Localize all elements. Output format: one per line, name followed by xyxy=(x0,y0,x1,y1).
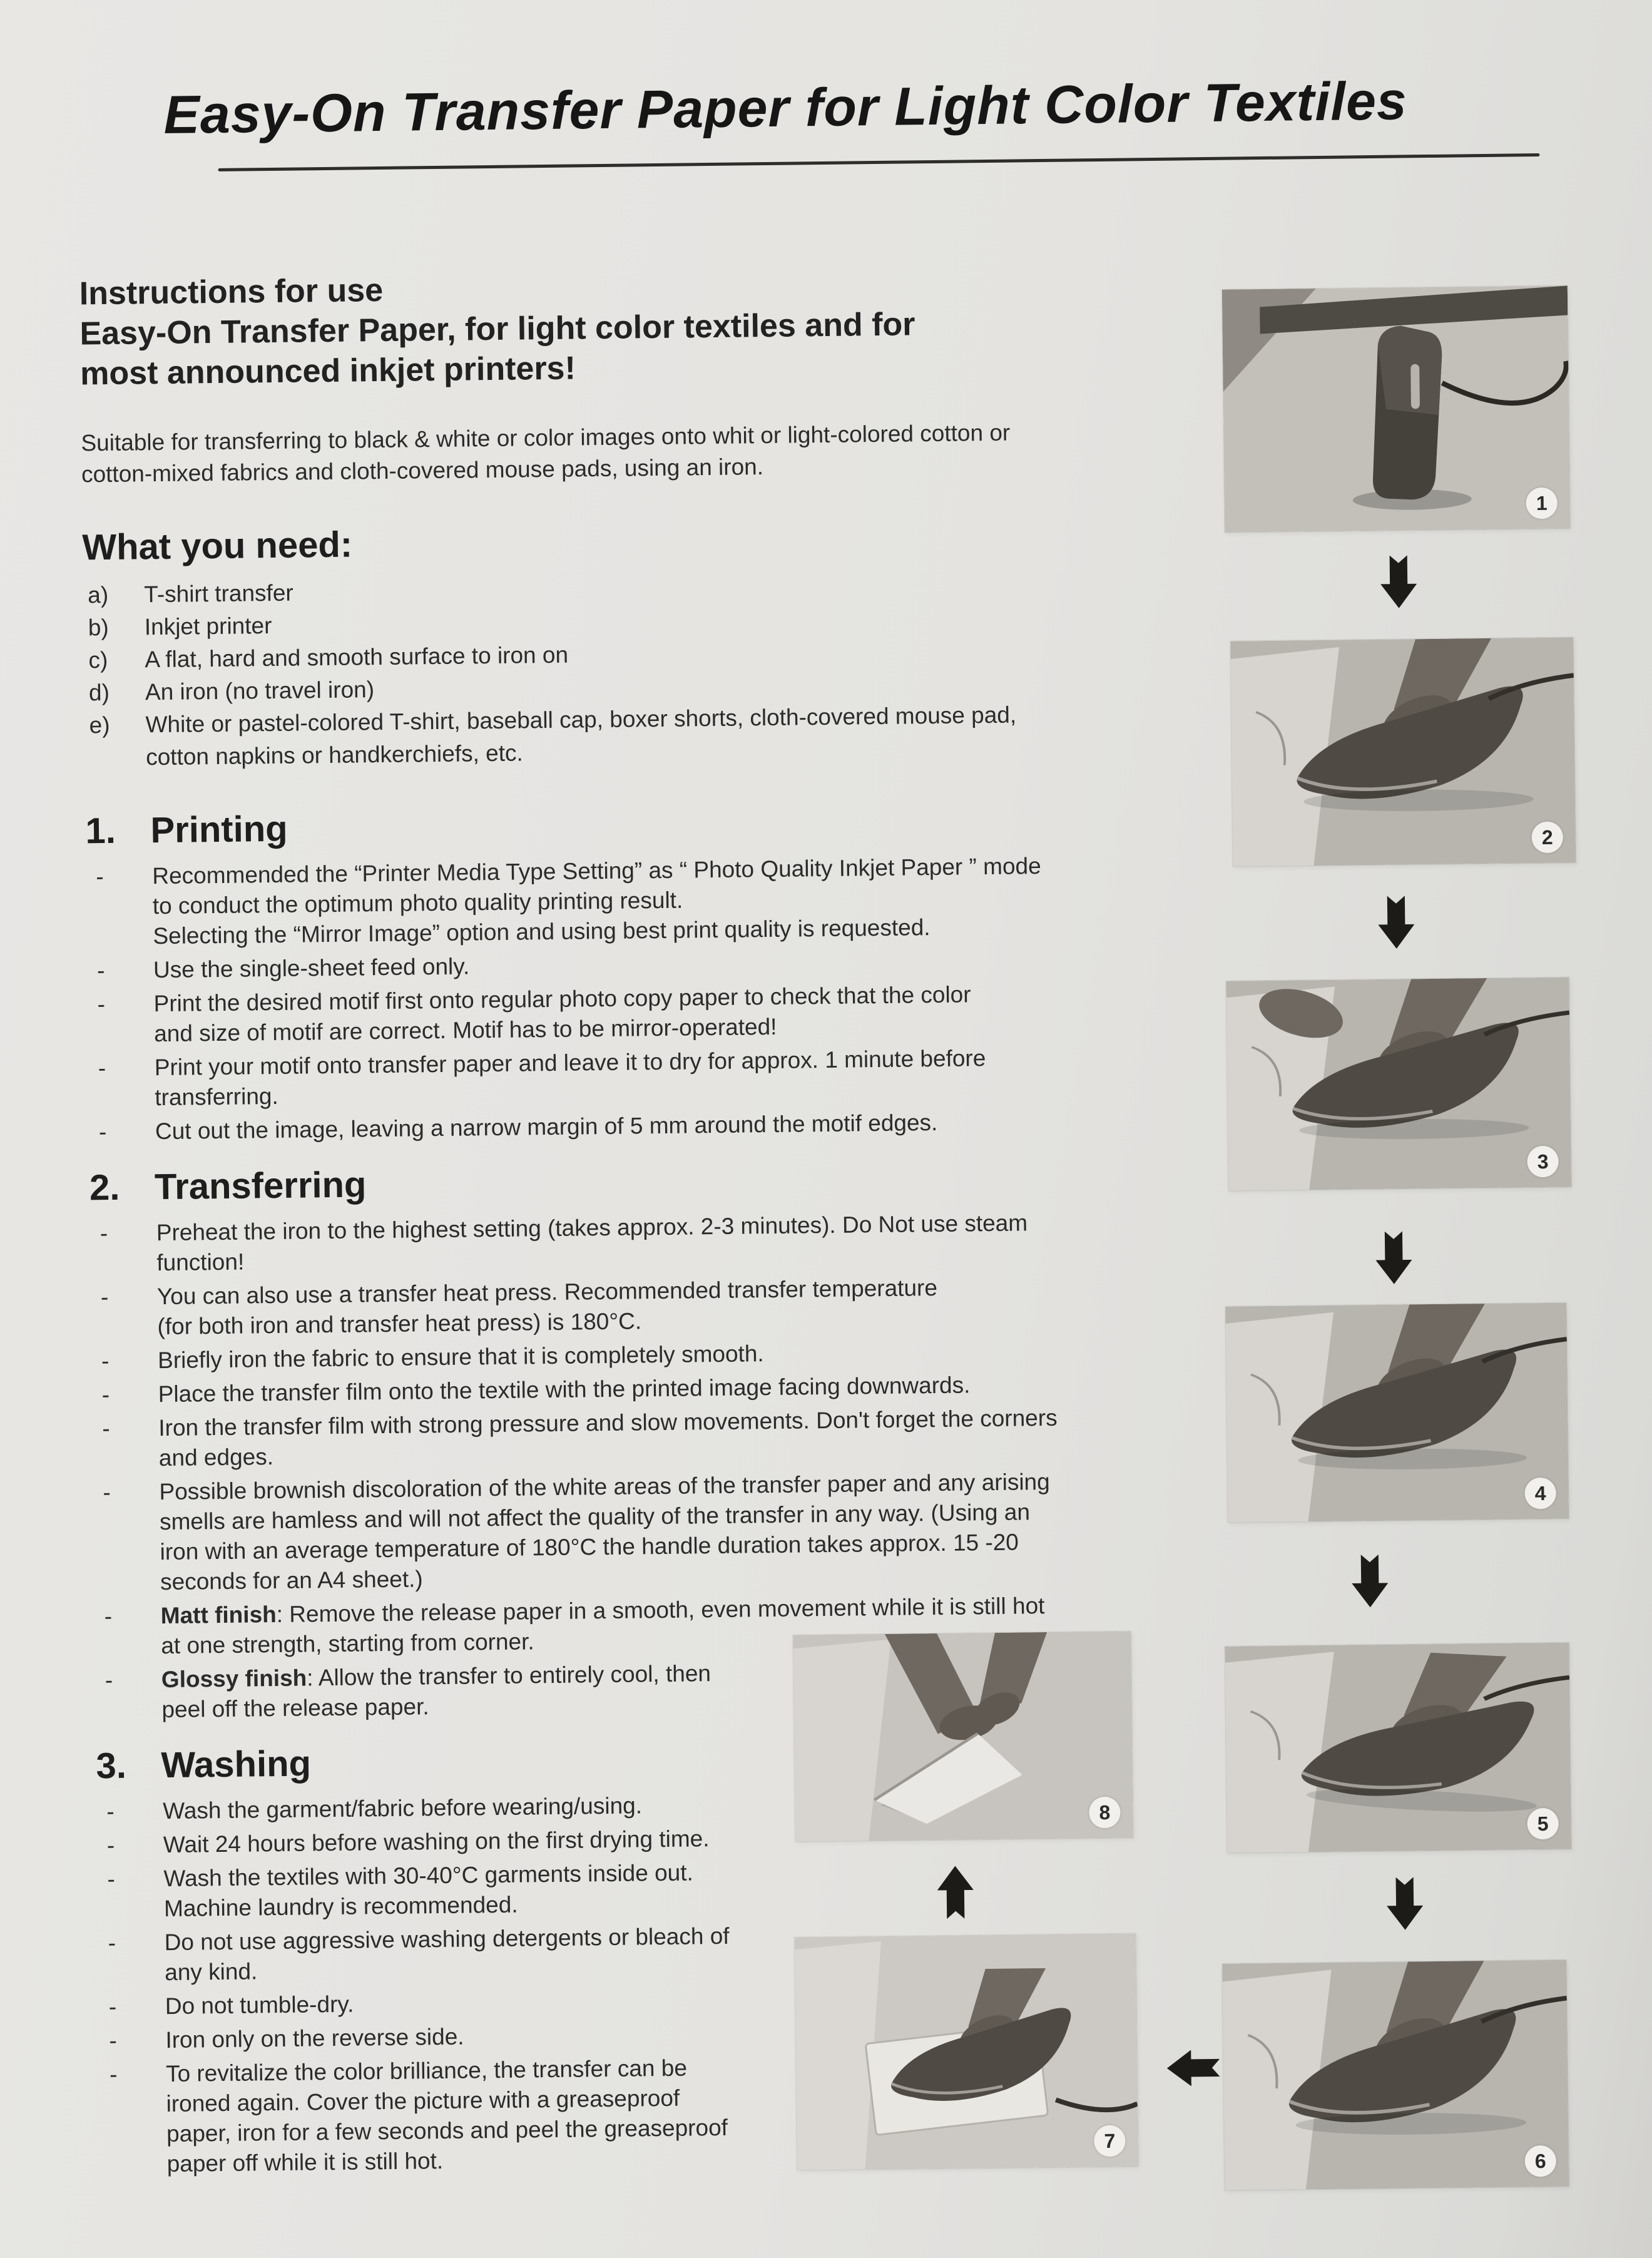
bullet-dash: - xyxy=(102,1416,110,1442)
bullet-dash: - xyxy=(109,2027,118,2054)
bullet-dash: - xyxy=(108,1993,117,2020)
arrow-left-icon xyxy=(1166,2050,1221,2087)
iron-pressing-fabric-photo xyxy=(1222,1960,1569,2190)
bullet-line: Preheat the iron to the highest setting (takes approx. 2-3 minutes). Do Not use steam xyxy=(156,1210,1028,1246)
arrow-down-icon xyxy=(1352,1553,1389,1609)
figure-badge: 5 xyxy=(1527,1808,1559,1840)
bullet-line: Do not use aggressive washing detergents or bleach of xyxy=(164,1923,730,1956)
intro-heading-line: Instructions for use xyxy=(79,272,384,312)
figure-badge: 2 xyxy=(1532,822,1564,854)
figure-badge: 4 xyxy=(1524,1478,1556,1510)
bullet-line: Print the desired motif first onto regular photo copy paper to check that the color xyxy=(153,981,971,1017)
bullet-dash: - xyxy=(101,1382,110,1408)
bullet-dash: - xyxy=(96,958,105,984)
bullet-dash: - xyxy=(109,2061,118,2088)
bullet-line: You can also use a transfer heat press. Recommended transfer temperature xyxy=(156,1274,938,1310)
arrow-down-icon xyxy=(1380,554,1417,610)
list-item-line: T-shirt transfer xyxy=(144,580,293,608)
bullet-line: to conduct the optimum photo quality printing result. xyxy=(152,887,683,919)
bullet-line: Wash the textiles with 30-40°C garments inside out. xyxy=(163,1859,694,1892)
iron-pressing-fabric-photo xyxy=(1226,978,1571,1191)
list-item-line: An iron (no travel iron) xyxy=(145,677,375,705)
bullet-dash: - xyxy=(106,1832,115,1859)
bullet-line: and size of motif are correct. Motif has to be mirror-operated! xyxy=(153,1013,777,1047)
figure-badge: 6 xyxy=(1525,2145,1557,2177)
arrow-down-icon xyxy=(1378,894,1415,950)
page-title: Easy-On Transfer Paper for Light Color Textiles xyxy=(163,71,1408,145)
list-item-marker: d) xyxy=(88,679,110,706)
bullet-dash: - xyxy=(98,1055,106,1081)
bullet-line: Recommended the “Printer Media Type Setting” as “ Photo Quality Inkjet Paper ” mode xyxy=(152,853,1041,889)
arrow-down-icon xyxy=(1375,1230,1412,1285)
list-item-marker: b) xyxy=(88,614,109,641)
section-title: Washing xyxy=(161,1743,312,1786)
list-item-line: A flat, hard and smooth surface to iron on xyxy=(145,641,569,673)
iron-pressing-fabric-photo xyxy=(1230,637,1576,866)
bullet-line: ironed again. Cover the picture with a greaseproof xyxy=(166,2085,680,2117)
bullet-line: Iron the transfer film with strong pressure and slow movements. Don't forget the corners xyxy=(158,1404,1058,1441)
bullet-line: and edges. xyxy=(158,1444,274,1471)
bullet-line: any kind. xyxy=(164,1958,258,1986)
bullet-dash: - xyxy=(104,1603,113,1630)
intro-paragraph-line: cotton-mixed fabrics and cloth-covered mouse pads, using an iron. xyxy=(81,454,764,488)
list-item-line: Inkjet printer xyxy=(144,612,272,640)
bullet-line-rest: : Allow the transfer to entirely cool, then xyxy=(307,1660,711,1691)
bullet-line: transferring. xyxy=(155,1083,279,1111)
section-number: 1. xyxy=(85,810,116,852)
bullet-line: Do not tumble-dry. xyxy=(165,1991,354,2020)
bullet-line: Use the single-sheet feed only. xyxy=(153,953,470,983)
bullet-dash: - xyxy=(98,1119,107,1145)
figure-badge: 7 xyxy=(1094,2125,1126,2157)
hands-peeling-paper-photo xyxy=(793,1632,1133,1842)
bullet-dash: - xyxy=(99,1220,108,1247)
bullet-dash: - xyxy=(100,1284,109,1310)
bullet-line: Briefly iron the fabric to ensure that it is completely smooth. xyxy=(157,1341,764,1374)
bullet-dash: - xyxy=(96,864,104,890)
list-item-marker: e) xyxy=(89,712,110,738)
bullet-line: Wait 24 hours before washing on the first drying time. xyxy=(163,1826,710,1858)
what-you-need-heading: What you need: xyxy=(82,524,353,568)
bullet-line: peel off the release paper. xyxy=(161,1694,429,1723)
iron-pressing-fabric-photo xyxy=(1225,1643,1571,1853)
bullet-dash: - xyxy=(101,1348,110,1374)
bullet-line: Print your motif onto transfer paper and leave it to dry for approx. 1 minute before xyxy=(154,1045,986,1081)
bullet-bold-prefix: Glossy finish xyxy=(161,1665,307,1693)
iron-standing-photo xyxy=(1222,285,1570,532)
bullet-line-rest: : Remove the release paper in a smooth, even movement while it is still hot xyxy=(276,1593,1045,1628)
bullet-line: Selecting the “Mirror Image” option and using best print quality is requested. xyxy=(153,914,931,949)
bullet-line: iron with an average temperature of 180°C the handle duration takes approx. 15 -20 xyxy=(160,1529,1019,1565)
bullet-line: paper off while it is still hot. xyxy=(166,2148,444,2177)
bullet-line: seconds for an A4 sheet.) xyxy=(160,1566,423,1595)
list-item-marker: c) xyxy=(88,646,108,673)
arrow-down-icon xyxy=(1387,1876,1424,1931)
bullet-dash: - xyxy=(105,1667,113,1694)
bullet-dash: - xyxy=(97,991,106,1018)
list-item-line: cotton napkins or handkerchiefs, etc. xyxy=(145,740,524,770)
bullet-dash: - xyxy=(106,1798,115,1825)
bullet-line: smells are hamless and will not affect the quality of the transfer in any way. (Using an xyxy=(159,1499,1031,1535)
figure-badge: 8 xyxy=(1089,1797,1121,1829)
list-item-line: White or pastel-colored T-shirt, baseball cap, boxer shorts, cloth-covered mouse pad, xyxy=(145,702,1017,738)
section-number: 3. xyxy=(96,1745,127,1787)
bullet-line: Wash the garment/fabric before wearing/using. xyxy=(163,1792,643,1824)
bullet-line: Cut out the image, leaving a narrow margin of 5 mm around the motif edges. xyxy=(155,1109,938,1145)
bullet-line: Possible brownish discoloration of the white areas of the transfer paper and any arising xyxy=(159,1468,1050,1505)
bullet-line: paper, iron for a few seconds and peel the greaseproof xyxy=(166,2114,728,2147)
section-number: 2. xyxy=(89,1167,120,1208)
section-title: Transferring xyxy=(154,1164,367,1208)
bullet-dash: - xyxy=(108,1929,116,1956)
intro-paragraph-line: Suitable for transferring to black & white or color images onto whit or light-colored cotton or xyxy=(81,419,1011,456)
iron-pressing-fabric-photo xyxy=(1225,1303,1569,1523)
bullet-line: function! xyxy=(156,1249,245,1276)
bullet-bold-prefix: Matt finish xyxy=(160,1602,277,1629)
bullet-line: (for both iron and transfer heat press) is 180°C. xyxy=(157,1308,642,1340)
arrow-up-icon xyxy=(937,1864,974,1920)
bullet-line: at one strength, starting from corner. xyxy=(161,1628,534,1659)
figure-badge: 3 xyxy=(1527,1146,1559,1178)
list-item-marker: a) xyxy=(88,581,109,608)
iron-greaseproof-paper-photo xyxy=(795,1933,1138,2170)
intro-heading-line: most announced inkjet printers! xyxy=(79,350,576,392)
section-title: Printing xyxy=(150,808,288,851)
bullet-line: To revitalize the color brilliance, the transfer can be xyxy=(165,2055,688,2087)
bullet-dash: - xyxy=(107,1866,116,1893)
intro-heading-line: Easy-On Transfer Paper, for light color textiles and for xyxy=(79,306,915,352)
bullet-line: Place the transfer film onto the textile with the printed image facing downwards. xyxy=(158,1372,971,1407)
figure-badge: 1 xyxy=(1526,488,1558,519)
bullet-line: Machine laundry is recommended. xyxy=(163,1891,518,1922)
bullet-dash: - xyxy=(103,1479,111,1506)
bullet-line: Iron only on the reverse side. xyxy=(165,2023,464,2053)
